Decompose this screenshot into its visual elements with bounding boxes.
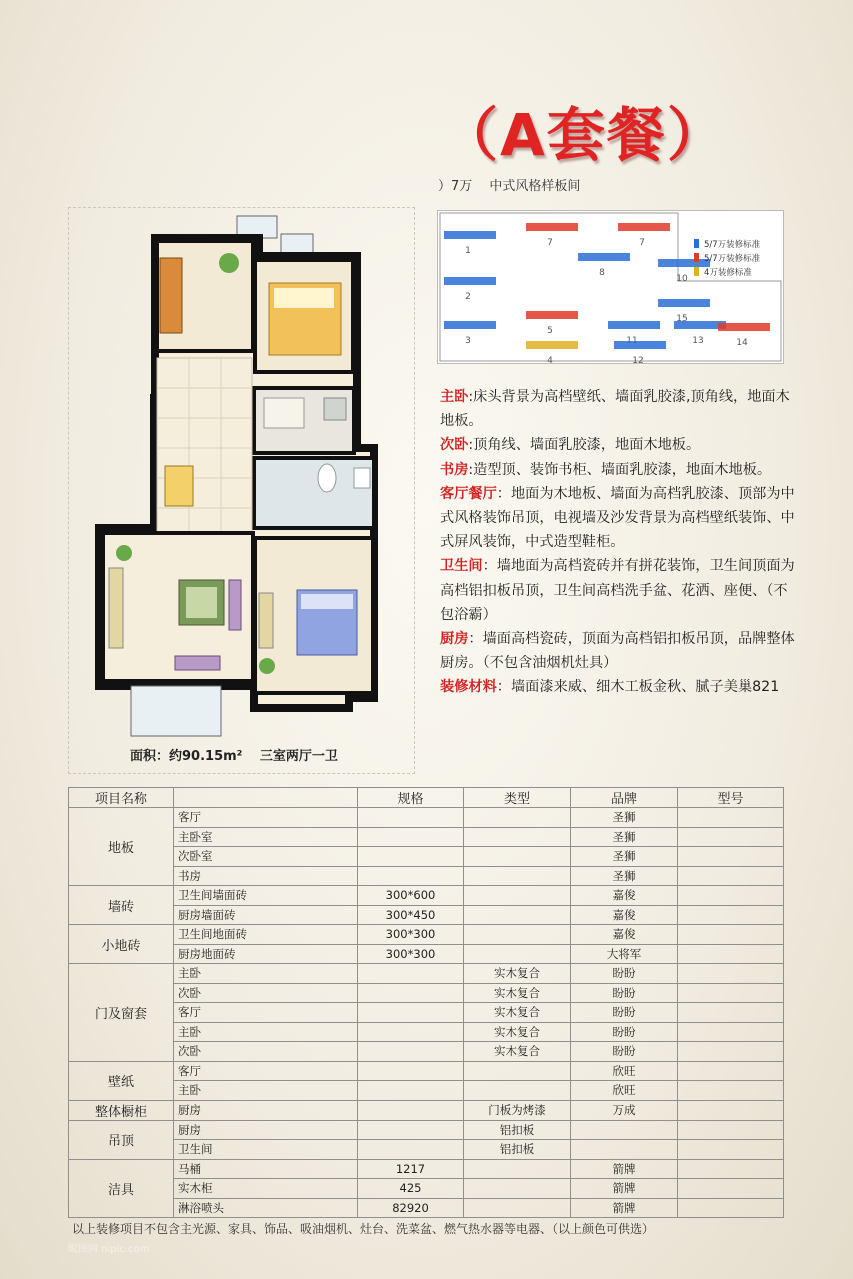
spec-cell: 425 [358, 1179, 464, 1199]
item-cell: 主卧 [174, 964, 358, 984]
building-number: 7 [547, 238, 553, 248]
table-row [69, 1179, 784, 1199]
description-text: ：墙面漆来威、细木工板金秋、腻子美巢821 [496, 679, 780, 696]
table-row [69, 1198, 784, 1218]
spec-cell [358, 1120, 464, 1140]
building-number: 14 [736, 338, 748, 348]
category-cell: 墙砖 [69, 886, 174, 925]
type-cell [464, 866, 571, 886]
building-number: 5 [547, 326, 553, 336]
building-number: 13 [692, 336, 704, 346]
legend-swatch [694, 253, 699, 262]
building-block [526, 223, 578, 231]
item-cell: 次卧 [174, 983, 358, 1003]
header-type: 类型 [464, 788, 571, 808]
model-cell [678, 1003, 784, 1023]
building-block [526, 341, 578, 349]
type-cell [464, 1179, 571, 1199]
building-block [718, 323, 770, 331]
type-cell [464, 886, 571, 906]
type-cell: 门板为烤漆 [464, 1100, 571, 1120]
type-cell: 实木复合 [464, 1022, 571, 1042]
table-row [69, 964, 784, 984]
item-cell: 客厅 [174, 1061, 358, 1081]
brand-cell: 盼盼 [571, 1042, 678, 1062]
category-cell: 壁纸 [69, 1061, 174, 1100]
building-block [618, 223, 670, 231]
item-cell: 客厅 [174, 1003, 358, 1023]
model-cell [678, 1042, 784, 1062]
legend-label: 5/7万装修标准 [704, 254, 761, 264]
category-cell: 门及窗套 [69, 964, 174, 1062]
category-cell: 洁具 [69, 1159, 174, 1218]
item-cell: 实木柜 [174, 1179, 358, 1199]
description-item [440, 385, 795, 433]
table-row [69, 1022, 784, 1042]
description-text: ：地面为木地板、墙面为高档乳胶漆、顶部为中式风格装饰吊顶，电视墙及沙发背景为高档壁纸装饰、中式屏风装饰，中式造型鞋柜。 [440, 485, 795, 551]
brand-cell: 盼盼 [571, 1022, 678, 1042]
brand-cell: 圣狮 [571, 866, 678, 886]
item-cell: 厨房地面砖 [174, 944, 358, 964]
description-text: ：墙面高档瓷砖，顶面为高档铝扣板吊顶，品牌整体厨房。（不包含油烟机灶具） [440, 631, 795, 672]
building-number: 1 [465, 246, 471, 256]
brand-cell: 盼盼 [571, 983, 678, 1003]
type-cell [464, 1159, 571, 1179]
spec-cell [358, 1061, 464, 1081]
description-text: :造型顶、装饰书柜、墙面乳胶漆，地面木地板。 [468, 461, 772, 478]
item-cell: 卫生间地面砖 [174, 925, 358, 945]
item-cell: 主卧室 [174, 827, 358, 847]
model-cell [678, 1061, 784, 1081]
building-number: 15 [676, 314, 688, 324]
description-text: :顶角线、墙面乳胶漆，地面木地板。 [468, 437, 701, 454]
item-cell: 厨房 [174, 1120, 358, 1140]
item-cell: 马桶 [174, 1159, 358, 1179]
table-row [69, 1100, 784, 1120]
legend-swatch [694, 239, 699, 248]
spec-cell [358, 1100, 464, 1120]
brand-cell: 嘉俊 [571, 886, 678, 906]
table-row [69, 1140, 784, 1160]
site-plan-legend [437, 210, 784, 364]
description-text: :床头背景为高档壁纸、墙面乳胶漆,顶角线，地面木地板。 [440, 389, 790, 430]
table-row [69, 944, 784, 964]
legend-label: 5/7万装修标准 [704, 240, 761, 250]
spec-cell [358, 1003, 464, 1023]
description-item [440, 482, 795, 555]
header-brand: 品牌 [571, 788, 678, 808]
spec-cell [358, 808, 464, 828]
category-cell: 整体橱柜 [69, 1100, 174, 1120]
brand-cell [571, 1140, 678, 1160]
description-key: 客厅餐厅 [440, 485, 497, 502]
spec-cell [358, 1022, 464, 1042]
table-row [69, 905, 784, 925]
table-row [69, 1159, 784, 1179]
type-cell: 铝扣板 [464, 1140, 571, 1160]
site-plan-drawing [438, 211, 783, 363]
brand-cell: 嘉俊 [571, 925, 678, 945]
table-row [69, 827, 784, 847]
spec-cell [358, 983, 464, 1003]
table-row [69, 808, 784, 828]
type-cell: 实木复合 [464, 1003, 571, 1023]
brand-cell: 嘉俊 [571, 905, 678, 925]
type-cell: 铝扣板 [464, 1120, 571, 1140]
spec-cell: 1217 [358, 1159, 464, 1179]
brand-cell: 万成 [571, 1100, 678, 1120]
brand-cell: 欣旺 [571, 1081, 678, 1101]
spec-cell [358, 827, 464, 847]
category-cell: 小地砖 [69, 925, 174, 964]
floor-plan-drawing [69, 208, 414, 773]
building-block [444, 231, 496, 239]
spec-cell: 82920 [358, 1198, 464, 1218]
description-key: 次卧 [440, 437, 469, 454]
brand-cell: 欣旺 [571, 1061, 678, 1081]
model-cell [678, 808, 784, 828]
spec-cell: 300*450 [358, 905, 464, 925]
building-number: 4 [547, 356, 553, 363]
building-block [578, 253, 630, 261]
header-spec: 规格 [358, 788, 464, 808]
description-text: ：墙地面为高档瓷砖并有拼花装饰，卫生间顶面为高档铝扣板吊顶，卫生间高档洗手盆、花洒、座便、（不包浴霸） [440, 558, 795, 623]
type-cell [464, 925, 571, 945]
item-cell: 书房 [174, 866, 358, 886]
table-row [69, 1081, 784, 1101]
item-cell: 厨房墙面砖 [174, 905, 358, 925]
table-row [69, 847, 784, 867]
model-cell [678, 827, 784, 847]
building-number: 10 [676, 274, 688, 284]
model-cell [678, 886, 784, 906]
model-cell [678, 1140, 784, 1160]
table-row [69, 1061, 784, 1081]
building-block [608, 321, 660, 329]
building-block [658, 299, 710, 307]
description-key: 书房 [440, 461, 469, 478]
spec-cell [358, 1081, 464, 1101]
item-cell: 次卧 [174, 1042, 358, 1062]
model-cell [678, 1100, 784, 1120]
model-cell [678, 1198, 784, 1218]
brand-cell: 箭牌 [571, 1198, 678, 1218]
description-key: 主卧 [440, 389, 469, 405]
model-cell [678, 905, 784, 925]
model-cell [678, 866, 784, 886]
brand-cell: 圣狮 [571, 827, 678, 847]
type-cell [464, 827, 571, 847]
building-number: 2 [465, 292, 471, 302]
spec-cell [358, 1140, 464, 1160]
brand-cell: 大将军 [571, 944, 678, 964]
table-row [69, 1120, 784, 1140]
description-key: 装修材料 [440, 679, 497, 696]
legend-swatch [694, 267, 699, 276]
spec-cell [358, 1042, 464, 1062]
model-cell [678, 1081, 784, 1101]
model-cell [678, 964, 784, 984]
building-block [444, 277, 496, 285]
type-cell [464, 944, 571, 964]
item-cell: 客厅 [174, 808, 358, 828]
type-cell [464, 808, 571, 828]
category-cell: 吊顶 [69, 1120, 174, 1159]
page-title: （A套餐） [440, 101, 727, 169]
item-cell: 厨房 [174, 1100, 358, 1120]
type-cell [464, 1198, 571, 1218]
table-row [69, 925, 784, 945]
brand-cell: 圣狮 [571, 847, 678, 867]
spec-cell [358, 964, 464, 984]
description-item [440, 458, 795, 482]
header-sub [174, 788, 358, 808]
building-number: 8 [599, 268, 605, 278]
model-cell [678, 944, 784, 964]
floor-plan [68, 207, 415, 774]
room-descriptions [440, 385, 795, 700]
building-block [526, 311, 578, 319]
description-item [440, 627, 795, 675]
building-block [444, 321, 496, 329]
model-cell [678, 1022, 784, 1042]
header-item: 项目名称 [69, 788, 174, 808]
model-cell [678, 1179, 784, 1199]
table-row [69, 866, 784, 886]
model-cell [678, 847, 784, 867]
page-subtitle: ）7万 中式风格样板间 [438, 179, 581, 194]
item-cell: 主卧 [174, 1022, 358, 1042]
item-cell: 卫生间 [174, 1140, 358, 1160]
model-cell [678, 983, 784, 1003]
building-block [658, 259, 710, 267]
brand-cell [571, 1120, 678, 1140]
type-cell [464, 847, 571, 867]
type-cell [464, 1081, 571, 1101]
header-model: 型号 [678, 788, 784, 808]
description-item [440, 675, 795, 699]
legend-label: 4万装修标准 [704, 268, 752, 278]
description-item [440, 433, 795, 457]
item-cell: 次卧室 [174, 847, 358, 867]
brand-cell: 盼盼 [571, 964, 678, 984]
type-cell: 实木复合 [464, 964, 571, 984]
description-item [440, 554, 795, 627]
table-row [69, 1042, 784, 1062]
spec-cell: 300*300 [358, 925, 464, 945]
category-cell: 地板 [69, 808, 174, 886]
model-cell [678, 925, 784, 945]
table-header-row [69, 788, 784, 808]
brand-cell: 箭牌 [571, 1179, 678, 1199]
item-cell: 卫生间墙面砖 [174, 886, 358, 906]
materials-table [68, 787, 784, 1218]
spec-cell: 300*600 [358, 886, 464, 906]
type-cell [464, 905, 571, 925]
spec-cell [358, 866, 464, 886]
building-block [614, 341, 666, 349]
description-key: 厨房 [440, 631, 469, 648]
item-cell: 淋浴喷头 [174, 1198, 358, 1218]
building-number: 7 [639, 238, 645, 248]
building-number: 12 [632, 356, 644, 363]
item-cell: 主卧 [174, 1081, 358, 1101]
brand-cell: 盼盼 [571, 1003, 678, 1023]
table-row [69, 1003, 784, 1023]
description-key: 卫生间 [440, 558, 483, 575]
type-cell [464, 1061, 571, 1081]
table-row [69, 983, 784, 1003]
watermark-text: 昵图网 nipic.com [68, 1244, 150, 1255]
type-cell: 实木复合 [464, 1042, 571, 1062]
table-row [69, 886, 784, 906]
spec-cell [358, 847, 464, 867]
spec-cell: 300*300 [358, 944, 464, 964]
brand-cell: 箭牌 [571, 1159, 678, 1179]
model-cell [678, 1159, 784, 1179]
footer-note: 以上装修项目不包含主光源、家具、饰品、吸油烟机、灶台、洗菜盆、燃气热水器等电器、（以上颜色可供选） [72, 1222, 655, 1236]
floor-area-label: 面积：约90.15m² 三室两厅一卫 [130, 749, 338, 764]
brand-cell: 圣狮 [571, 808, 678, 828]
model-cell [678, 1120, 784, 1140]
type-cell: 实木复合 [464, 983, 571, 1003]
building-number: 3 [465, 336, 471, 346]
